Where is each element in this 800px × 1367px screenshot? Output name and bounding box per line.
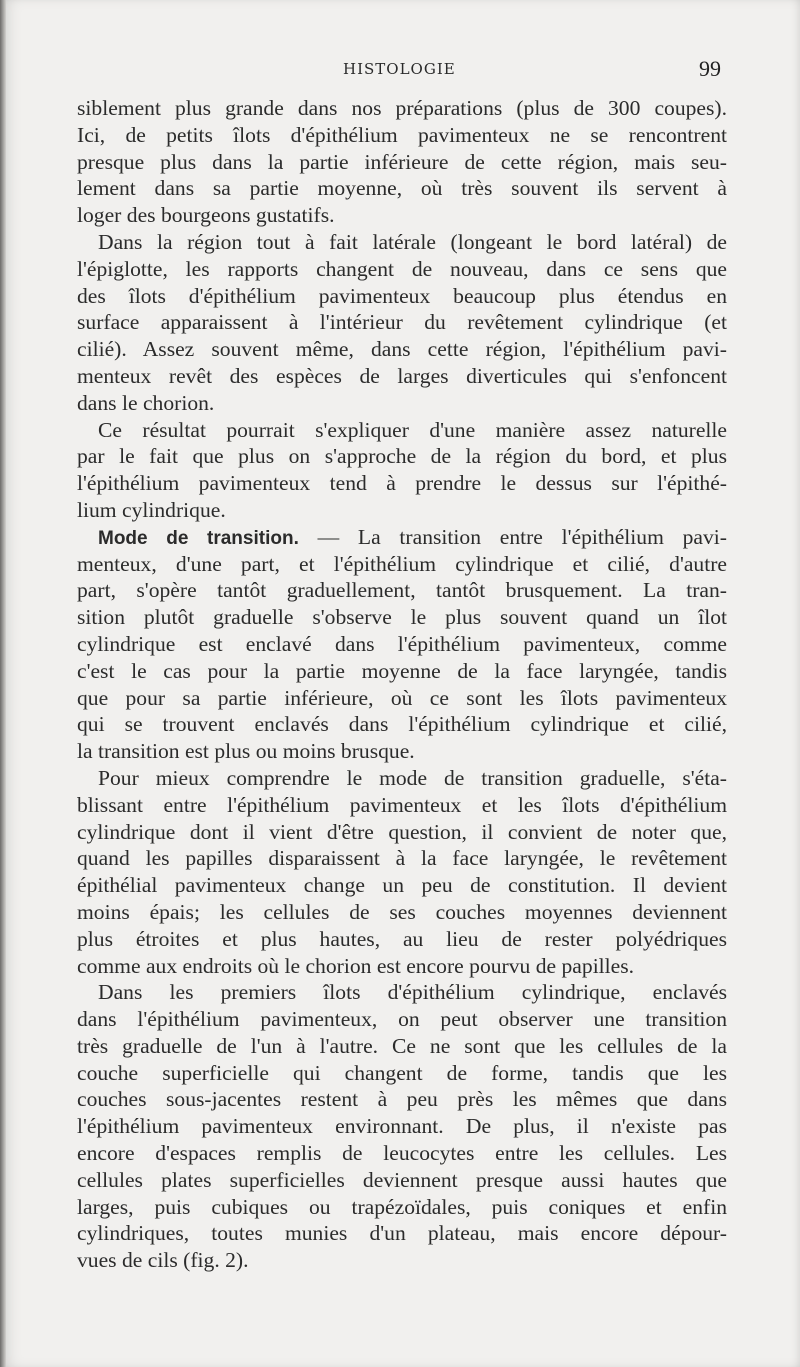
text-line: cylindrique est enclavé dans l'épithélium pavimenteux, comme	[77, 631, 727, 656]
text-line: encore d'espaces remplis de leucocytes entre les cellules. Les	[77, 1141, 727, 1166]
text-line: par le fait que plus on s'approche de la région du bord, et plus	[77, 444, 727, 469]
text-line: dans l'épithélium pavimenteux, on peut observer une transition	[77, 1007, 727, 1032]
text-line: l'épithélium pavimenteux environnant. De plus, il n'existe pas	[77, 1114, 727, 1139]
text-line: moins épais; les cellules de ses couches moyennes deviennent	[77, 899, 727, 924]
text-line: plus étroites et plus hautes, au lieu de rester polyédriques	[77, 926, 727, 951]
text-line: menteux revêt des espèces de larges diverticules qui s'enfoncent	[77, 363, 727, 388]
text-line: épithélial pavimenteux change un peu de constitution. Il devient	[77, 873, 727, 898]
paragraph	[77, 417, 727, 524]
page-number: 99	[699, 56, 721, 81]
paragraph	[77, 524, 727, 765]
text-line-content: — La transition entre l'épithélium pavi-	[298, 524, 727, 549]
text-line: blissant entre l'épithélium pavimenteux et les îlots d'épithélium	[77, 792, 727, 817]
text-line: très graduelle de l'un à l'autre. Ce ne sont que les cellules de la	[77, 1033, 727, 1058]
text-line: que pour sa partie inférieure, où ce sont les îlots pavimenteux	[77, 685, 727, 710]
text-line: Ce résultat pourrait s'expliquer d'une manière assez naturelle	[98, 417, 727, 442]
text-line: qui se trouvent enclavés dans l'épithélium cylindrique et cilié,	[77, 712, 727, 737]
running-header: HISTOLOGIE	[343, 60, 456, 78]
paragraph	[77, 765, 727, 979]
text-line: presque plus dans la partie inférieure de cette région, mais seu-	[77, 149, 727, 174]
text-line: l'épiglotte, les rapports changent de nouveau, dans ce sens que	[77, 256, 727, 281]
text-line: couches sous-jacentes restent à peu près les mêmes que dans	[77, 1087, 727, 1112]
text-line: comme aux endroits où le chorion est encore pourvu de papilles.	[77, 953, 635, 978]
text-line: part, s'opère tantôt graduellement, tantôt brusquement. La tran-	[77, 578, 727, 603]
text-line: Dans les premiers îlots d'épithélium cylindrique, enclavés	[98, 980, 727, 1005]
text-line: menteux, d'une part, et l'épithélium cylindrique et cilié, d'autre	[77, 551, 727, 576]
section-heading: Mode de transition.	[98, 527, 299, 549]
page-binding-shadow	[0, 0, 6, 1367]
text-line: cylindriques, toutes munies d'un plateau, mais encore dépour-	[77, 1221, 727, 1246]
text-line: cilié). Assez souvent même, dans cette région, l'épithélium pavi-	[77, 337, 727, 362]
paragraph	[77, 95, 727, 229]
paragraph	[77, 979, 727, 1274]
text-line: l'épithélium pavimenteux tend à prendre le dessus sur l'épithé-	[77, 471, 727, 496]
text-line	[77, 524, 727, 551]
text-line: cylindrique dont il vient d'être question, il convient de noter que,	[77, 819, 727, 844]
text-line: couche superficielle qui changent de forme, tandis que les	[77, 1060, 727, 1085]
text-line: lium cylindrique.	[77, 497, 226, 522]
text-line: cellules plates superficielles deviennent presque aussi hautes que	[77, 1167, 727, 1192]
paragraph	[77, 229, 727, 417]
text-line: la transition est plus ou moins brusque.	[77, 739, 415, 764]
text-line: sition plutôt graduelle s'observe le plus souvent quand un îlot	[77, 605, 727, 630]
text-line: Pour mieux comprendre le mode de transition graduelle, s'éta-	[98, 765, 727, 790]
text-line: Ici, de petits îlots d'épithélium pavimenteux ne se rencontrent	[77, 122, 727, 147]
text-line: des îlots d'épithélium pavimenteux beaucoup plus étendus en	[77, 283, 727, 308]
body-text	[77, 95, 727, 1274]
text-line: quand les papilles disparaissent à la face laryngée, le revêtement	[77, 846, 727, 871]
text-line: larges, puis cubiques ou trapézoïdales, puis coniques et enfin	[77, 1194, 727, 1219]
text-line: c'est le cas pour la partie moyenne de la face laryngée, tandis	[77, 658, 727, 683]
text-line: vues de cils (fig. 2).	[77, 1248, 249, 1273]
text-line: Dans la région tout à fait latérale (longeant le bord latéral) de	[98, 229, 727, 254]
text-line: surface apparaissent à l'intérieur du revêtement cylindrique (et	[77, 310, 727, 335]
text-line: lement dans sa partie moyenne, où très souvent ils servent à	[77, 176, 727, 201]
text-line: loger des bourgeons gustatifs.	[77, 203, 335, 228]
text-line: dans le chorion.	[77, 390, 215, 415]
text-line: siblement plus grande dans nos préparations (plus de 300 coupes).	[77, 96, 727, 120]
